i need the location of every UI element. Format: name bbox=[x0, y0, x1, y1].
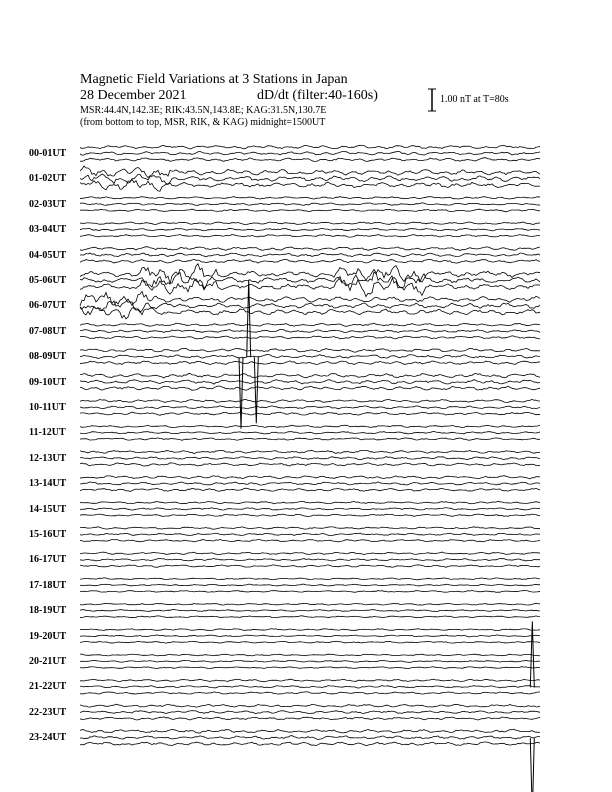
trace-rik bbox=[80, 203, 540, 206]
trace-rik bbox=[80, 380, 540, 385]
trace-rik bbox=[80, 559, 540, 561]
trace-kag bbox=[80, 476, 540, 479]
trace-kag bbox=[80, 603, 540, 605]
trace-kag bbox=[80, 552, 540, 555]
hour-label: 05-06UT bbox=[29, 275, 67, 286]
hour-label: 06-07UT bbox=[29, 300, 67, 312]
trace-rik bbox=[80, 299, 540, 312]
trace-kag bbox=[80, 704, 540, 707]
trace-msr bbox=[80, 361, 540, 365]
trace-msr bbox=[80, 179, 540, 191]
trace-kag bbox=[80, 527, 540, 529]
trace-msr bbox=[80, 386, 540, 390]
trace-rik bbox=[80, 151, 540, 155]
spike-mark bbox=[530, 738, 534, 792]
spike-mark bbox=[530, 621, 534, 687]
trace-rik bbox=[80, 406, 540, 409]
trace-msr bbox=[80, 667, 540, 669]
trace-rik bbox=[80, 736, 540, 740]
hour-label: 13-14UT bbox=[29, 478, 67, 490]
hour-label: 08-09UT bbox=[29, 351, 67, 363]
trace-kag bbox=[80, 399, 540, 402]
spike-mark bbox=[239, 357, 243, 429]
trace-rik bbox=[80, 711, 540, 714]
trace-rik bbox=[80, 355, 540, 359]
hour-label: 22-23UT bbox=[29, 706, 67, 718]
chart-date: 28 December 2021 bbox=[80, 88, 187, 103]
trace-msr bbox=[80, 412, 540, 415]
trace-msr bbox=[80, 463, 540, 466]
trace-msr bbox=[80, 616, 540, 618]
trace-kag bbox=[80, 654, 540, 656]
trace-rik bbox=[80, 533, 540, 536]
trace-kag bbox=[80, 247, 540, 251]
hour-label: 21-22UT bbox=[29, 681, 67, 693]
trace-kag bbox=[80, 323, 540, 326]
hour-label: 16-17UT bbox=[29, 554, 67, 566]
trace-rik bbox=[80, 686, 540, 689]
scale-label: 1.00 nT at T=80s bbox=[440, 94, 509, 105]
trace-msr bbox=[80, 539, 540, 542]
trace-kag bbox=[80, 501, 540, 504]
trace-msr bbox=[80, 259, 540, 263]
hour-label: 03-04UT bbox=[29, 224, 67, 236]
trace-msr bbox=[80, 565, 540, 568]
trace-msr bbox=[80, 641, 540, 643]
trace-rik bbox=[80, 457, 540, 460]
trace-msr bbox=[80, 438, 540, 440]
trace-order-note: (from bottom to top, MSR, RIK, & KAG) midnight=1500UT bbox=[80, 117, 326, 128]
hour-label: 07-08UT bbox=[29, 325, 67, 337]
trace-kag bbox=[80, 679, 540, 682]
trace-kag bbox=[80, 629, 540, 631]
hour-label: 15-16UT bbox=[29, 529, 67, 540]
trace-msr bbox=[80, 692, 540, 694]
trace-msr bbox=[80, 336, 540, 339]
trace-rik bbox=[80, 584, 540, 586]
trace-msr bbox=[80, 591, 540, 593]
spike-mark bbox=[247, 280, 251, 357]
hour-label: 20-21UT bbox=[29, 656, 67, 667]
trace-rik bbox=[80, 610, 540, 612]
trace-msr bbox=[80, 158, 540, 162]
trace-msr bbox=[80, 307, 540, 319]
hour-label: 02-03UT bbox=[29, 198, 67, 210]
trace-rik bbox=[80, 660, 540, 662]
hour-label: 23-24UT bbox=[29, 732, 67, 744]
trace-kag bbox=[80, 425, 540, 427]
chart-title: Magnetic Field Variations at 3 Stations in Japan bbox=[80, 72, 348, 87]
trace-rik bbox=[80, 330, 540, 333]
trace-kag bbox=[80, 373, 540, 378]
hour-label: 00-01UT bbox=[29, 148, 67, 159]
trace-rik bbox=[80, 431, 540, 434]
trace-kag bbox=[80, 348, 540, 352]
trace-rik bbox=[80, 253, 540, 257]
hour-label: 18-19UT bbox=[29, 605, 67, 617]
trace-kag bbox=[80, 166, 540, 178]
trace-kag bbox=[80, 578, 540, 580]
trace-kag bbox=[80, 729, 540, 733]
station-coordinates: MSR:44.4N,142.3E; RIK:43.5N,143.8E; KAG:31.5N,130.7E bbox=[80, 105, 327, 116]
hour-label: 11-12UT bbox=[29, 427, 66, 439]
trace-kag bbox=[80, 222, 540, 224]
trace-rik bbox=[80, 482, 540, 485]
trace-msr bbox=[80, 717, 540, 720]
trace-msr bbox=[80, 742, 540, 746]
trace-kag bbox=[80, 450, 540, 453]
trace-msr bbox=[80, 277, 540, 297]
trace-kag bbox=[80, 145, 540, 149]
hour-label: 19-20UT bbox=[29, 630, 67, 642]
chart-quantity: dD/dt (filter:40-160s) bbox=[257, 88, 378, 103]
trace-msr bbox=[80, 488, 540, 491]
hour-label: 12-13UT bbox=[29, 452, 67, 464]
trace-msr bbox=[80, 514, 540, 517]
hour-label: 10-11UT bbox=[29, 402, 66, 413]
trace-kag bbox=[80, 197, 540, 200]
trace-rik bbox=[80, 228, 540, 231]
trace-rik bbox=[80, 508, 540, 511]
trace-msr bbox=[80, 209, 540, 212]
hour-label: 09-10UT bbox=[29, 376, 67, 388]
trace-msr bbox=[80, 235, 540, 238]
trace-rik bbox=[80, 635, 540, 637]
hour-label: 04-05UT bbox=[29, 249, 67, 261]
hour-label: 17-18UT bbox=[29, 579, 67, 591]
hour-label: 14-15UT bbox=[29, 503, 67, 515]
hour-label: 01-02UT bbox=[29, 173, 67, 185]
